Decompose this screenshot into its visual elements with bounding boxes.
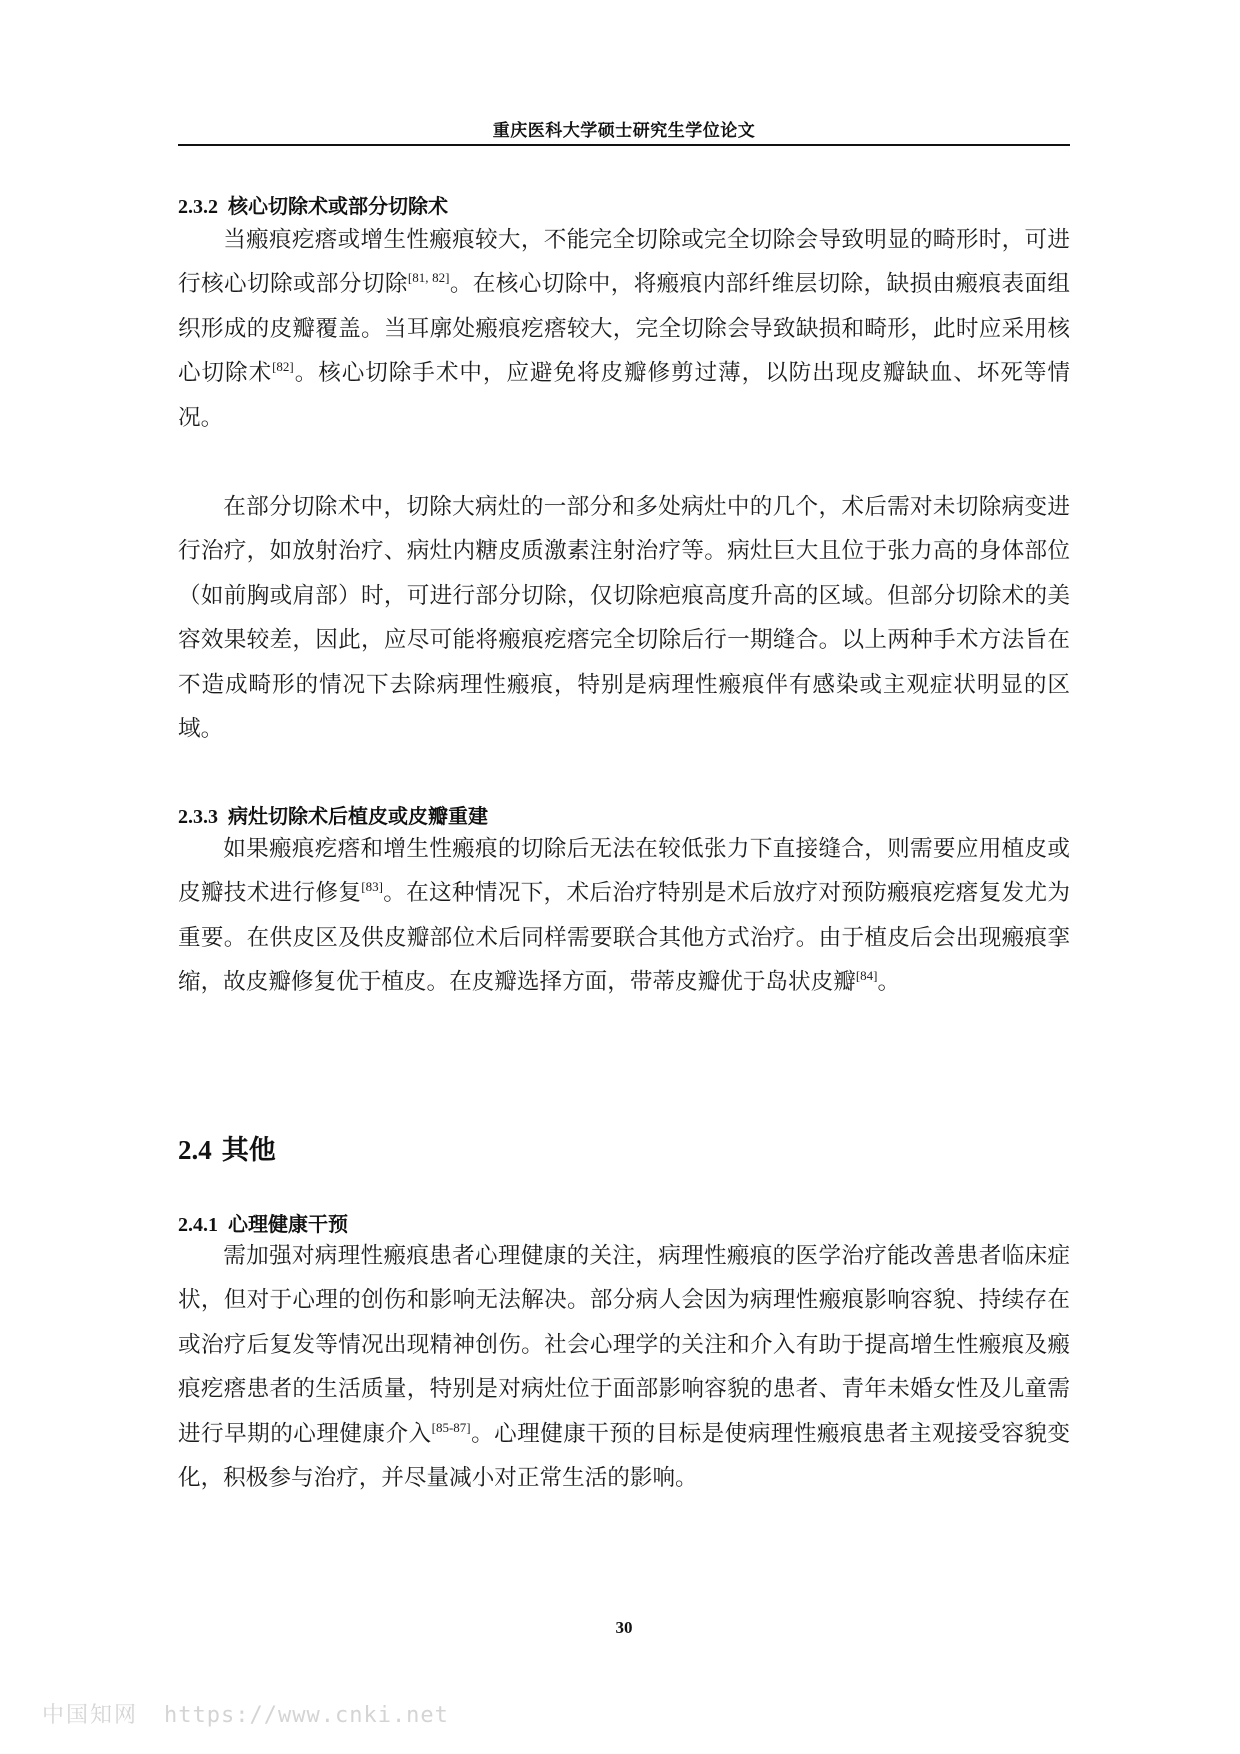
citation-ref[interactable]: [84] [855,968,878,984]
paragraph-graft-flap [178,827,1070,1005]
section-number: 2.3.3 [178,806,218,828]
citation-ref[interactable]: [83] [361,879,383,895]
section-heading-2-4-1 [178,1208,348,1237]
text-run: 需加强对病理性瘢痕患者心理健康的关注，病理性瘢痕的医学治疗能改善患者临床症状，但对于心理的创伤和影响无法解决。部分病人会因为病理性瘢痕影响容貌、持续存在或治疗后复发等情况出现精神创伤。社会心理学的关注和介入有助于提高增生性瘢痕及瘢痕疙瘩患者的生活质量，特别是对病灶位于面部影响容貌的患者、青年未婚女性及儿童需进行早期的心理健康介入 [178,1243,1070,1447]
section-title: 病灶切除术后植皮或皮瓣重建 [228,804,488,828]
text-run: 。在核心切除中，将瘢痕内部纤维层切除，缺损由瘢痕表面组织形成的皮瓣覆盖。当耳廓处瘢痕疙瘩较大，完全切除会导致缺损和畸形，此时应采用核心切除术 [178,271,1071,387]
section-heading-2-3-2 [178,190,448,219]
text-run: 如果瘢痕疙瘩和增生性瘢痕的切除后无法在较低张力下直接缝合，则需要应用植皮或皮瓣技术进行修复 [178,836,1070,907]
text-run: 。在这种情况下，术后治疗特别是术后放疗对预防瘢痕疙瘩复发尤为重要。在供皮区及供皮瓣部位术后同样需要联合其他方式治疗。由于植皮后会出现瘢痕挛缩，故皮瓣修复优于植皮。在皮瓣选择方面，带蒂皮瓣优于岛状皮瓣 [178,880,1071,996]
watermark-url: https://www.cnki.net [164,1703,449,1728]
section-title: 核心切除术或部分切除术 [228,194,448,218]
running-header: 重庆医科大学硕士研究生学位论文 [492,121,756,141]
watermark [42,1698,449,1729]
section-heading-2-4 [178,1128,276,1167]
paragraph-partial-excision: 在部分切除术中，切除大病灶的一部分和多处病灶中的几个，术后需对未切除病变进行治疗，如放射治疗、病灶内糖皮质激素注射治疗等。病灶巨大且位于张力高的身体部位（如前胸或肩部）时，可进行部分切除，仅切除疤痕高度升高的区域。但部分切除术的美容效果较差，因此，应尽可能将瘢痕疙瘩完全切除后行一期缝合。以上两种手术方法旨在不造成畸形的情况下去除病理性瘢痕，特别是病理性瘢痕伴有感染或主观症状明显的区域。 [178,494,1070,743]
section-title: 其他 [221,1135,276,1166]
text-run: 。核心切除手术中，应避免将皮瓣修剪过薄，以防出现皮瓣缺血、坏死等情况。 [178,360,1071,431]
section-number: 2.4.1 [178,1214,218,1236]
watermark-name: 中国知网 [42,1703,139,1728]
section-heading-2-3-3 [178,800,488,829]
section-number: 2.3.2 [178,196,218,218]
section-number: 2.4 [178,1135,212,1165]
text-run: 。心理健康干预的目标是使病理性瘢痕患者主观接受容貌变化，积极参与治疗，并尽量减小对正常生活的影响。 [178,1420,1071,1492]
citation-ref[interactable]: [81, 82] [407,270,450,286]
citation-ref[interactable]: [85-87] [431,1419,471,1435]
section-title: 心理健康干预 [228,1212,348,1236]
paragraph-core-excision [178,218,1070,440]
text-run: 。 [877,969,901,996]
page-number: 30 [615,1618,633,1637]
header-rule [178,144,1070,146]
paragraph-mental-health [178,1234,1070,1500]
citation-ref[interactable]: [82] [272,359,294,375]
text-run: 当瘢痕疙瘩或增生性瘢痕较大，不能完全切除或完全切除会导致明显的畸形时，可进行核心切除或部分切除 [178,227,1070,298]
